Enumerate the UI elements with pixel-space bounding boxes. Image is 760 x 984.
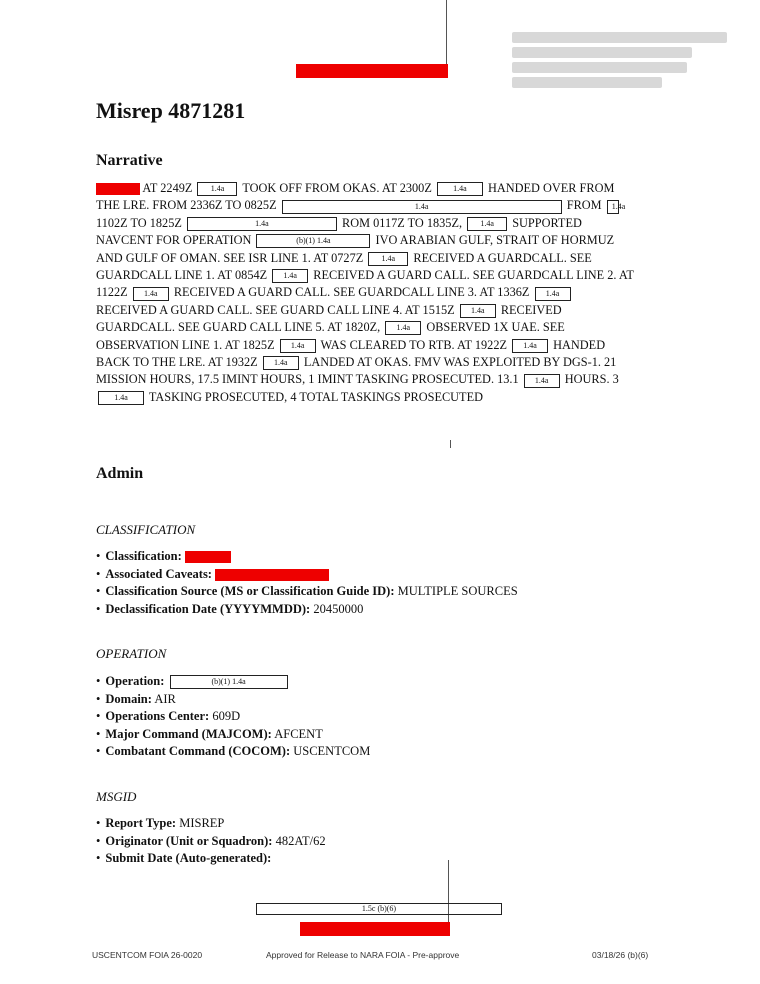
- list-item: • Major Command (MAJCOM): AFCENT: [96, 726, 370, 744]
- list-item: • Associated Caveats:: [96, 566, 518, 584]
- list-item: • Domain: AIR: [96, 691, 370, 709]
- list-item: • Operations Center: 609D: [96, 708, 370, 726]
- bottom-redaction-bar: [300, 922, 450, 936]
- document-title: Misrep 4871281: [96, 98, 246, 123]
- narrative-text: SUPPORTED NAVCENT FOR OPERATION: [96, 215, 582, 248]
- list-item: • Classification:: [96, 548, 518, 566]
- narrative-text: IVO ARABIAN GULF, STRAIT: [375, 233, 539, 248]
- operation-section-title: OPERATION: [96, 646, 167, 661]
- redaction-box: 1.4a: [535, 287, 571, 301]
- narrative-text: HOURS. 3: [564, 372, 619, 387]
- mid-tick: [450, 440, 451, 448]
- narrative-text: TASKING PROSECUTED, 4 TOTAL TASKINGS PROSECUTED: [148, 389, 483, 404]
- narrative-text: FROM: [566, 198, 602, 213]
- narrative-text: RECEIVED A GUARD CALL. SEE GUARDCALL LINE 3.: [173, 285, 478, 300]
- narrative-text: OBSERVATION LINE 1. AT 1825Z: [96, 337, 275, 352]
- redaction-box: 1.4a: [607, 200, 619, 214]
- narrative-text: 1102Z TO: [96, 215, 147, 230]
- narrative-text: AT 2249Z: [142, 181, 193, 195]
- redaction-box: 1.4a: [187, 217, 337, 231]
- footer-right: 03/18/26 (b)(6): [592, 950, 649, 960]
- narrative-text: TOOK OFF FROM OKAS. AT 2300Z: [242, 181, 432, 195]
- list-item: • Classification Source (MS or Classification Guide ID): MULTIPLE SOURCES: [96, 583, 518, 601]
- narrative-text: RECEIVED GUARDCALL. SEE GUARD CALL LINE 5. AT 1820Z,: [96, 302, 562, 335]
- operation-redaction-box: (b)(1) 1.4a: [256, 234, 370, 248]
- list-item: • Combatant Command (COCOM): USCENTCOM: [96, 743, 370, 761]
- narrative-text: 1825Z: [149, 215, 182, 230]
- redaction-block: [215, 569, 329, 581]
- redaction-box: 1.4a: [524, 374, 560, 388]
- narrative-text: RECEIVED A GUARD CALL. SEE GUARD CALL LINE 4. AT 1515Z: [96, 302, 455, 317]
- narrative-text: RECEIVED A: [413, 250, 485, 265]
- page-redaction-box: 1.5c (b)(6): [256, 903, 502, 915]
- msgid-list: [96, 815, 326, 868]
- narrative-text: ROM 0117Z TO 1835Z,: [342, 215, 463, 230]
- redaction-block: [185, 551, 231, 563]
- classification-section-title: CLASSIFICATION: [96, 522, 196, 537]
- redaction-box: 1.4a: [437, 182, 483, 196]
- narrative-text: HANDED: [553, 337, 606, 352]
- redaction-box: 1.4a: [272, 269, 308, 283]
- redaction-box: 1.4a: [263, 356, 299, 370]
- narrative-text: WAS CLEARED TO RTB. AT 1922Z: [320, 337, 507, 352]
- narrative-text: GUARDCALL LINE 2. AT 1122Z: [96, 268, 634, 300]
- admin-heading: Admin: [96, 465, 144, 482]
- footer-left: USCENTCOM FOIA 26-0020: [92, 950, 203, 960]
- redaction-box: 1.4a: [280, 339, 316, 353]
- redaction-box: 1.4a: [133, 287, 169, 301]
- classification-list: [96, 548, 518, 618]
- top-redaction-bar: [296, 64, 448, 78]
- narrative-text: GUARDCALL. SEE GUARDCALL LINE 1. AT 0854Z: [96, 250, 592, 283]
- header-stamp-blurred: [512, 32, 732, 92]
- list-item: • Originator (Unit or Squadron): 482AT/62: [96, 833, 326, 851]
- redaction-box: 1.4a: [197, 182, 237, 196]
- redaction-block: [96, 183, 140, 195]
- narrative-text: LANDED AT OKAS. FMV WAS EXPLOITED BY DGS-1. 21: [303, 355, 617, 370]
- narrative-text: RECEIVED A GUARD CALL. SEE: [313, 268, 495, 283]
- footer-center: Approved for Release to NARA FOIA - Pre-approve: [266, 950, 460, 960]
- list-item: • Submit Date (Auto-generated):: [96, 850, 326, 868]
- narrative-text: OBSERVED 1X UAE. SEE: [426, 320, 565, 335]
- list-item: • Declassification Date (YYYYMMDD): 20450000: [96, 601, 518, 619]
- top-center-line: [446, 0, 447, 64]
- narrative-text: MISSION HOURS, 17.5 IMINT HOURS, 1 IMINT TASKING PROSECUTED. 13.1: [96, 372, 519, 387]
- narrative-text: OF HORMUZ AND GULF OF OMAN. SEE ISR LINE 1. AT 0727Z: [96, 233, 615, 265]
- list-item: • Operation: (b)(1) 1.4a: [96, 673, 370, 691]
- list-item: • Report Type: MISREP: [96, 815, 326, 833]
- narrative-body: [96, 180, 636, 406]
- narrative-text: BACK TO THE LRE. AT 1932Z: [96, 355, 258, 370]
- narrative-text: AT 1336Z: [479, 285, 530, 300]
- redaction-box: 1.4a: [385, 321, 421, 335]
- redaction-box: 1.4a: [368, 252, 408, 266]
- narrative-text: HANDED OVER FROM THE: [96, 181, 615, 213]
- redaction-box: (b)(1) 1.4a: [170, 675, 288, 689]
- redaction-box: 1.4a: [282, 200, 562, 214]
- redaction-box: 1.4a: [467, 217, 507, 231]
- msgid-section-title: MSGID: [96, 789, 137, 804]
- operation-list: [96, 673, 370, 761]
- redaction-box: 1.4a: [460, 304, 496, 318]
- redaction-box: 1.4a: [98, 391, 144, 405]
- narrative-text: LRE. FROM 2336Z TO 0825Z: [122, 198, 277, 213]
- narrative-heading: Narrative: [96, 152, 163, 169]
- redaction-box: 1.4a: [512, 339, 548, 353]
